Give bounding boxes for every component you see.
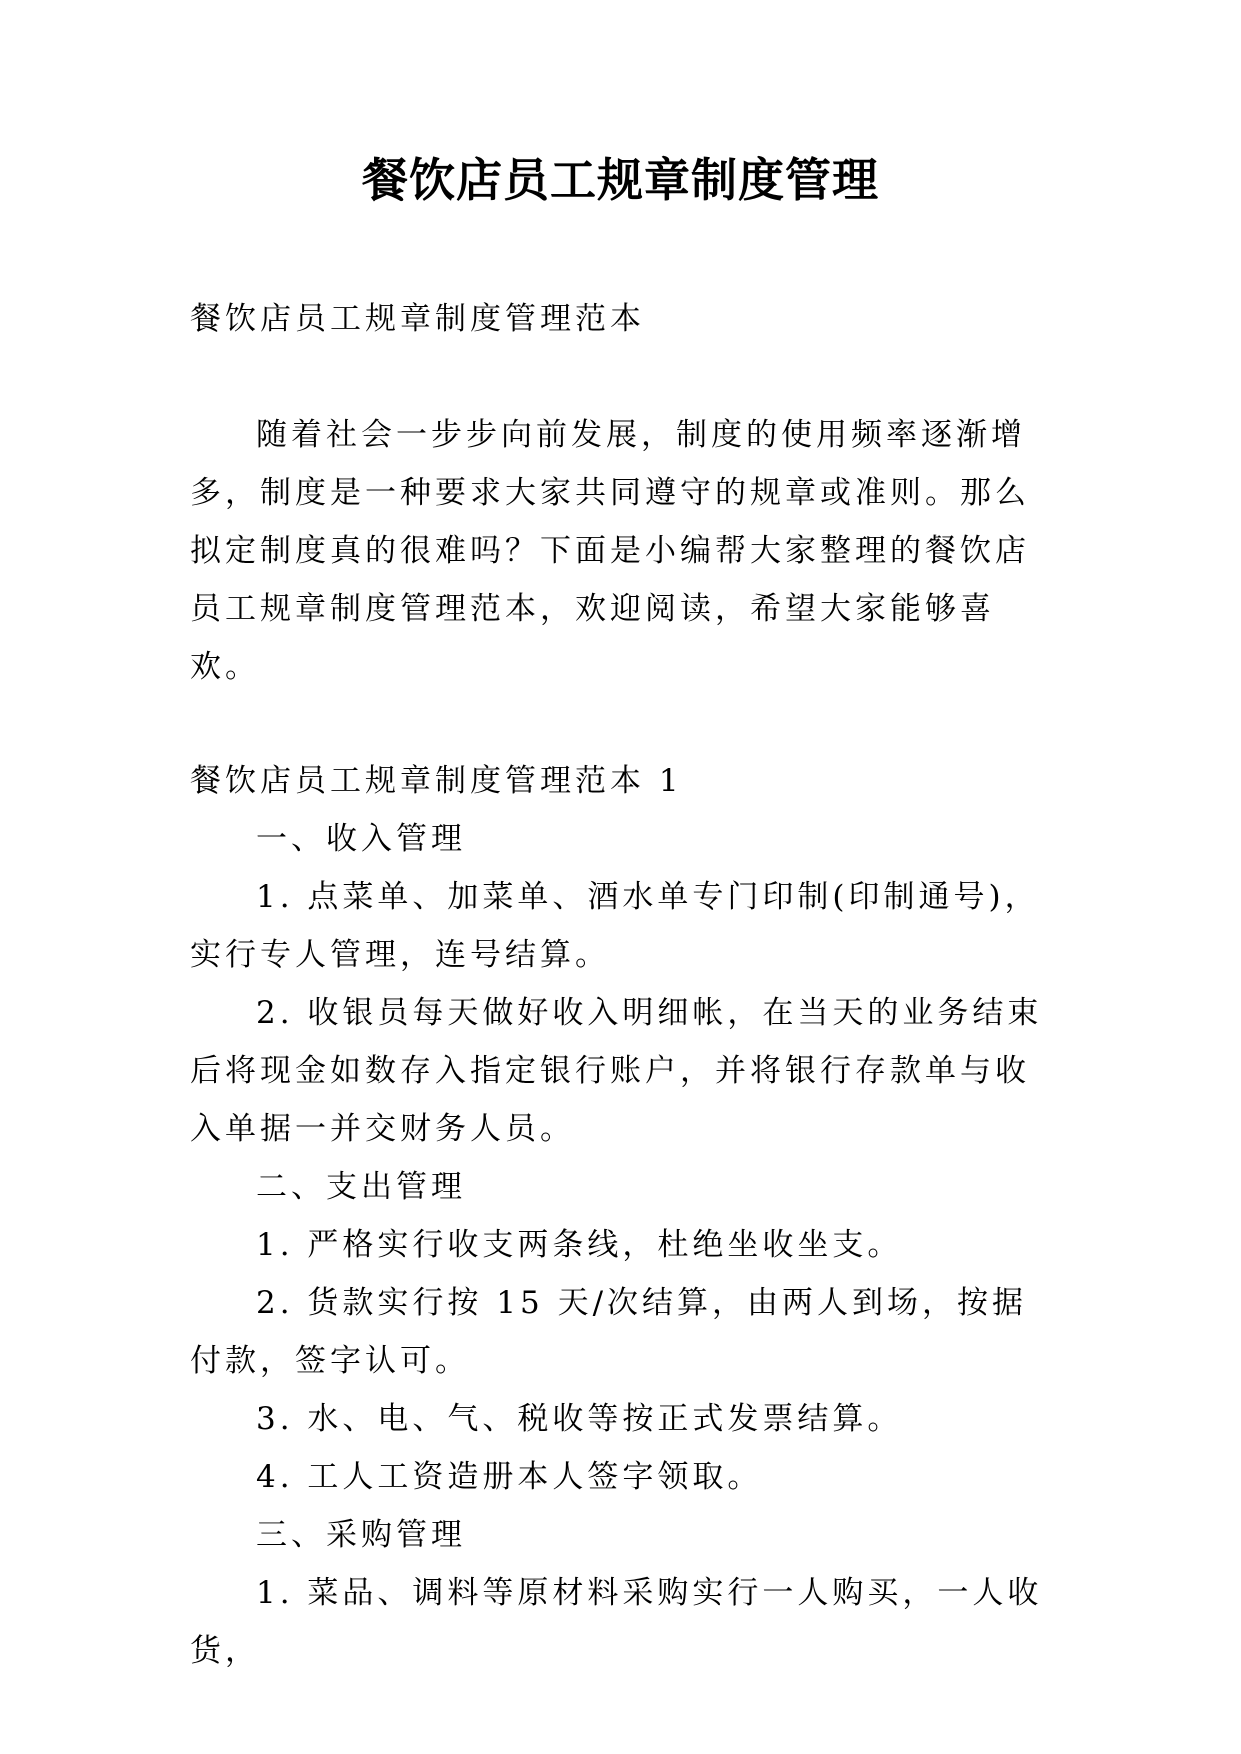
paragraph-purchase-1: 1. 菜品、调料等原材料采购实行一人购买，一人收货， [190,1575,1043,1669]
section-title: 餐饮店员工规章制度管理范本 1 [190,763,683,799]
paragraph-income-1: 1. 点菜单、加菜单、酒水单专门印制(印制通号)，实行专人管理，连号结算。 [190,879,1040,973]
paragraph-expense-4: 4. 工人工资造册本人签字领取。 [256,1459,763,1495]
subtitle-line: 餐饮店员工规章制度管理范本 [190,301,645,337]
document-body [190,290,1050,1680]
paragraph-expense-2: 2. 货款实行按 15 天/次结算，由两人到场，按据付款，签字认可。 [190,1285,1028,1379]
heading-income-management: 一、收入管理 [256,821,466,857]
document-title: 餐饮店员工规章制度管理 [362,153,879,207]
paragraph-income-2: 2. 收银员每天做好收入明细帐，在当天的业务结束后将现金如数存入指定银行账户，并将银行存款单与收入单据一并交财务人员。 [190,995,1043,1147]
paragraph-expense-1: 1. 严格实行收支两条线，杜绝坐收坐支。 [256,1227,903,1263]
heading-expense-management: 二、支出管理 [256,1169,466,1205]
intro-paragraph: 随着社会一步步向前发展，制度的使用频率逐渐增多，制度是一种要求大家共同遵守的规章或准则。那么拟定制度真的很难吗？下面是小编帮大家整理的餐饮店员工规章制度管理范本，欢迎阅读，希望大家能够喜欢。 [190,417,1030,685]
heading-purchase-management: 三、采购管理 [256,1517,466,1553]
paragraph-expense-3: 3. 水、电、气、税收等按正式发票结算。 [256,1401,903,1437]
